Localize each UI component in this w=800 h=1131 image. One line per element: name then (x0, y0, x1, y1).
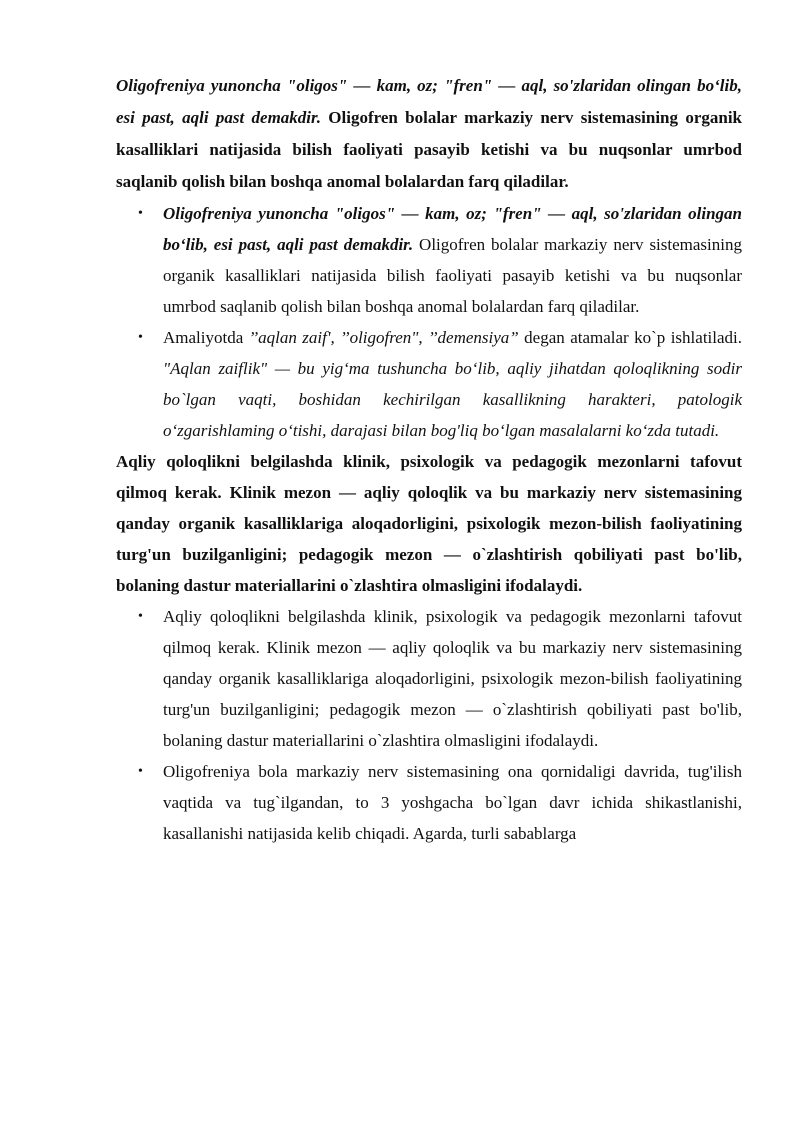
list-item (116, 322, 742, 446)
criteria-paragraph (116, 446, 742, 601)
list-item (116, 601, 742, 756)
bullet-list-1 (116, 198, 742, 446)
bullet-icon: • (138, 764, 143, 779)
list-item (116, 198, 742, 322)
list-item-text (163, 198, 742, 322)
list-item (116, 756, 742, 849)
list-item-text: Aqliy qoloqlikni belgilashda klinik, psixologik va pedagogik mezonlarni tafovut qilmoq kerak. Klinik mezon — aqliy qoloqlik va bu markaziy nerv sistemasining qanday organik kasalliklariga aloqadorligini, psixologik mezon-bilish faoliyatining turg'un buzilganligini; pedagogik mezon — o`zlashtirish qobiliyati past bo'lib, bolaning dastur materiallarini o`zlashtira olmasligini ifodalaydi. (163, 607, 742, 750)
list-item-text (163, 322, 742, 446)
document-body (116, 70, 742, 849)
bullet-icon: • (138, 330, 143, 345)
aqlan-zaiflik-definition: "Aqlan zaiflik" — bu yig‘ma tushuncha bo‘lib, aqliy jihatdan qoloqlikning sodir bo`lgan vaqti, boshidan kechirilgan kasallikning harakteri, patologik o‘zgarishlaming o‘tishi, darajasi bilan bog'liq bo‘lgan masalalarni ko‘zda tutadi. (163, 359, 742, 440)
bullet-icon: • (138, 609, 143, 624)
bullet-list-2 (116, 601, 742, 849)
intro-paragraph (116, 70, 742, 198)
description-text: Oligofren bolalar markaziy nerv sistemasining organik kasalliklari natijasida bilish faoliyati pasayib ketishi va bu nuqsonlar umrbod saqlanib qolish bilan boshqa anomal bolalardan farq qiladilar. (163, 235, 742, 316)
text-run: Amaliyotda (163, 328, 249, 347)
intro-description: Oligofren bolalar markaziy nerv sistemasining organik kasalliklari natijasida bilish faoliyati pasayib ketishi va bu nuqsonlar umrbod saqlanib qolish bilan boshqa anomal bolalardan farq qiladilar. (116, 108, 743, 191)
text-run: degan atamalar ko`p ishlatiladi. (518, 328, 743, 347)
intro-definition: Oligofreniya yunoncha "oligos" — kam, oz; "fren" — aql, so'zlaridan olingan bo‘lib, esi past, aqli past demakdir. (116, 76, 742, 127)
terms-text: ’’aqlan zaif', ’’oligofren", ’’demensiya” (248, 328, 519, 347)
bullet-icon: • (138, 206, 143, 221)
definition-text: Oligofreniya yunoncha "oligos" — kam, oz; "fren" — aql, so'zlaridan olingan bo‘lib, esi past, aqli past demakdir. (163, 204, 742, 254)
criteria-text: Aqliy qoloqlikni belgilashda klinik, psixologik va pedagogik mezonlarni tafovut qilmoq kerak. Klinik mezon — aqliy qoloqlik va bu markaziy nerv sistemasining qanday organik kasalliklariga aloqadorligini, psixologik mezon-bilish faoliyatining turg'un buzilganligini; pedagogik mezon — o`zlashtirish qobiliyati past bo'lib, bolaning dastur materiallarini o`zlashtira olmasligini ifodalaydi. (116, 452, 742, 595)
list-item-text: Oligofreniya bola markaziy nerv sistemasining ona qornidaligi davrida, tug'ilish vaqtida va tug`ilgandan, to 3 yoshgacha bo`lgan davr ichida shikastlanishi, kasallanishi natijasida kelib chiqadi. Agarda, turli sabablarga (163, 762, 742, 843)
